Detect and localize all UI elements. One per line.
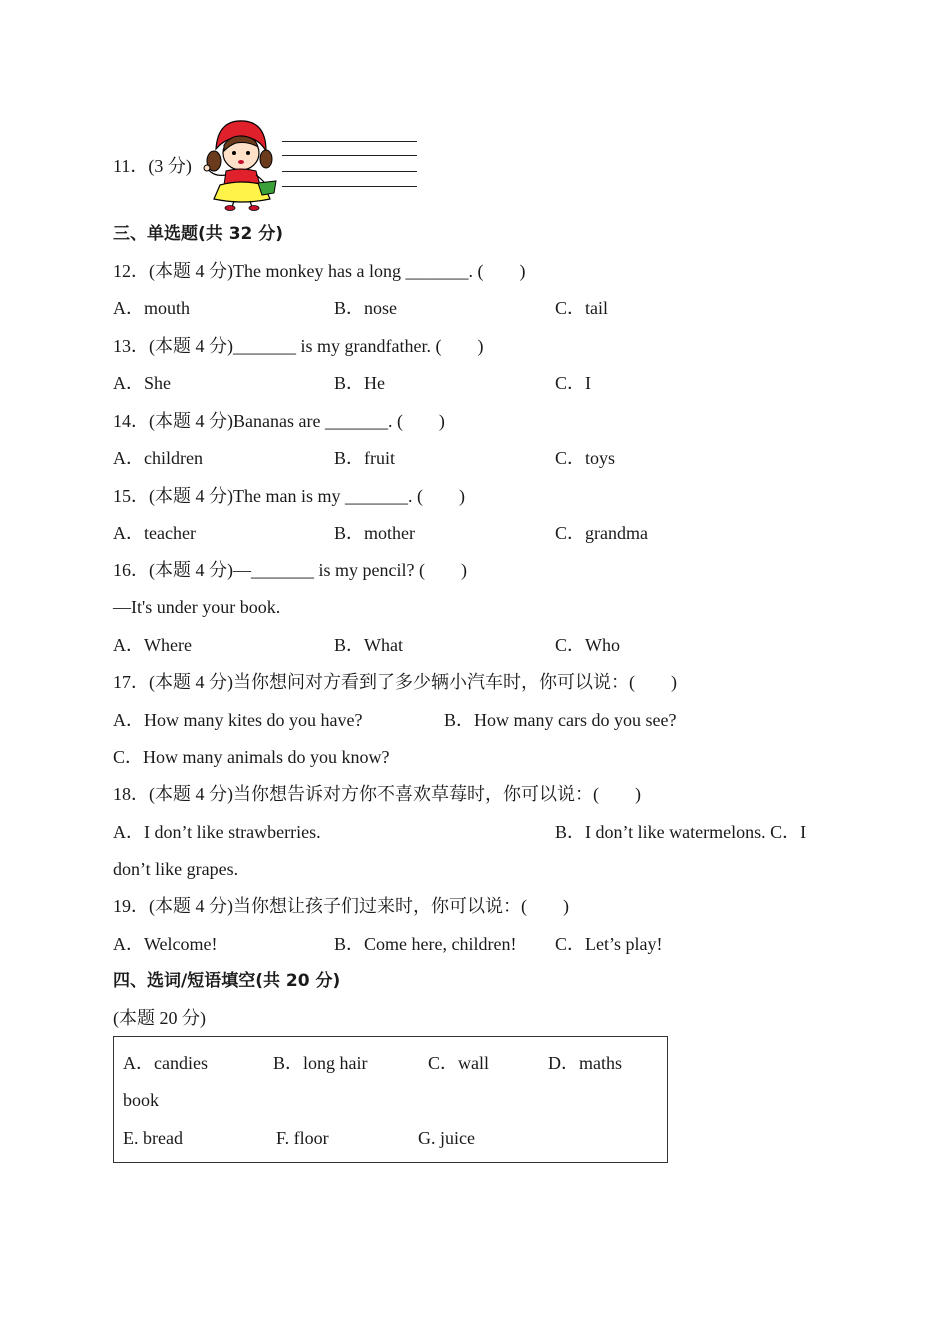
question-16-option-a[interactable]: A．Where bbox=[113, 635, 192, 655]
word-bank-option-g: G. juice bbox=[418, 1128, 475, 1148]
question-19-option-b[interactable]: B．Come here, children! bbox=[334, 934, 517, 954]
question-12-stem: 12．(本题 4 分)The monkey has a long _______. ( ) bbox=[113, 261, 526, 281]
section-3-title: 三、单选题(共 32 分) bbox=[113, 224, 284, 244]
word-bank-option-a: A．candies bbox=[123, 1053, 208, 1073]
question-12-option-c[interactable]: C．tail bbox=[555, 298, 608, 318]
question-13-option-b[interactable]: B．He bbox=[334, 373, 385, 393]
answer-line-2[interactable] bbox=[282, 155, 417, 156]
question-16-option-c[interactable]: C．Who bbox=[555, 635, 620, 655]
question-17-option-a[interactable]: A．How many kites do you have? bbox=[113, 710, 363, 730]
question-13-stem: 13．(本题 4 分)_______ is my grandfather. ( ) bbox=[113, 336, 484, 356]
word-bank-option-b: B．long hair bbox=[273, 1053, 368, 1073]
question-16-stem: 16．(本题 4 分)—_______ is my pencil? ( ) bbox=[113, 560, 467, 580]
question-19-option-a[interactable]: A．Welcome! bbox=[113, 934, 218, 954]
word-bank-option-c: C．wall bbox=[428, 1053, 489, 1073]
word-bank-option-e: E. bread bbox=[123, 1128, 183, 1148]
section-4-note: (本题 20 分) bbox=[113, 1008, 206, 1028]
question-17-option-c[interactable]: C．How many animals do you know? bbox=[113, 747, 390, 767]
question-15-option-c[interactable]: C．grandma bbox=[555, 523, 648, 543]
word-bank-option-d-continued: book bbox=[123, 1090, 159, 1110]
question-14-option-b[interactable]: B．fruit bbox=[334, 448, 395, 468]
word-bank-option-f: F. floor bbox=[276, 1128, 329, 1148]
question-12-option-b[interactable]: B．nose bbox=[334, 298, 397, 318]
question-14-option-a[interactable]: A．children bbox=[113, 448, 203, 468]
question-15-stem: 15．(本题 4 分)The man is my _______. ( ) bbox=[113, 486, 465, 506]
word-bank-option-d: D．maths bbox=[548, 1053, 622, 1073]
question-13-option-c[interactable]: C．I bbox=[555, 373, 591, 393]
question-18-option-a[interactable]: A．I don’t like strawberries. bbox=[113, 822, 321, 842]
question-15-option-b[interactable]: B．mother bbox=[334, 523, 415, 543]
answer-line-1[interactable] bbox=[282, 141, 417, 142]
question-15-option-a[interactable]: A．teacher bbox=[113, 523, 196, 543]
question-19-stem: 19．(本题 4 分)当你想让孩子们过来时，你可以说：( ) bbox=[113, 896, 569, 916]
question-12-option-a[interactable]: A．mouth bbox=[113, 298, 191, 318]
question-14-stem: 14．(本题 4 分)Bananas are _______. ( ) bbox=[113, 411, 445, 431]
question-17-stem: 17．(本题 4 分)当你想问对方看到了多少辆小汽车时，你可以说：( ) bbox=[113, 672, 677, 692]
answer-line-3[interactable] bbox=[282, 171, 417, 172]
question-16-option-b[interactable]: B．What bbox=[334, 635, 403, 655]
section-4-title: 四、选词/短语填空(共 20 分) bbox=[113, 971, 341, 991]
question-14-option-c[interactable]: C．toys bbox=[555, 448, 616, 468]
question-16-reply: —It's under your book. bbox=[113, 597, 281, 617]
question-18-stem: 18．(本题 4 分)当你想告诉对方你不喜欢草莓时，你可以说：( ) bbox=[113, 784, 641, 804]
question-17-option-b[interactable]: B．How many cars do you see? bbox=[444, 710, 677, 730]
question-18-option-b[interactable]: B．I don’t like watermelons. C．I bbox=[555, 822, 807, 842]
question-18-option-c[interactable]: don’t like grapes. bbox=[113, 859, 239, 879]
girl-illustration bbox=[196, 115, 282, 211]
question-19-option-c[interactable]: C．Let’s play! bbox=[555, 934, 663, 954]
question-13-option-a[interactable]: A．She bbox=[113, 373, 171, 393]
question-11-label: 11．(3 分) bbox=[113, 156, 192, 176]
answer-line-4[interactable] bbox=[282, 186, 417, 187]
